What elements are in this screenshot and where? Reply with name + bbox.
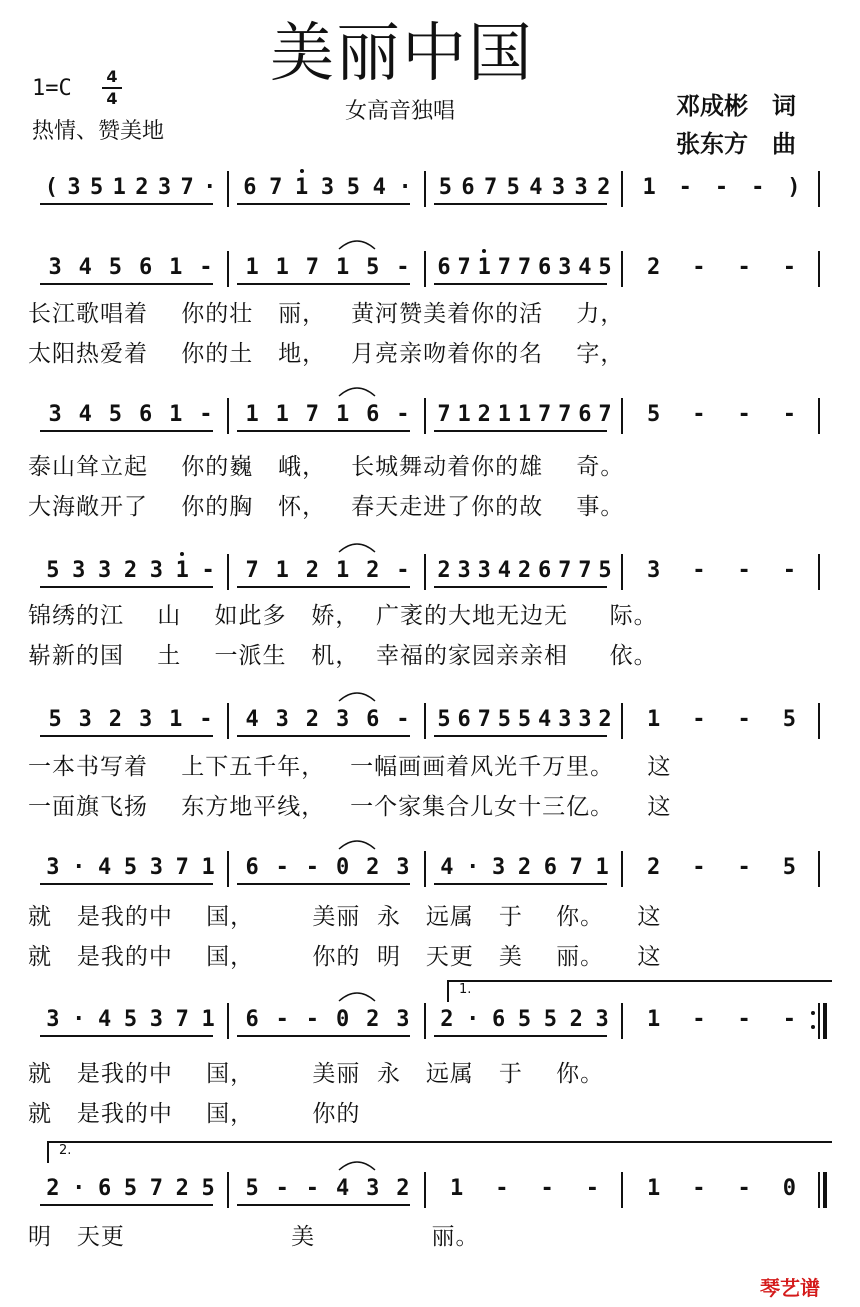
note: 1 [169,707,183,732]
note: 6 [366,402,380,427]
lyric-line: 太阳热爱着 你的土 地， 月亮亲吻着你的名 字， [28,341,625,367]
time-signature-bottom: 4 [106,89,118,108]
note: 2 [396,1176,410,1201]
note: - [201,558,215,583]
note: 7 [457,255,471,280]
repeat-dot [811,1011,815,1015]
high-octave-dot [482,249,486,253]
note: - [692,855,706,880]
note: - [737,402,751,427]
lyric-line: 泰山耸立起 你的巍 峨， 长城舞动着你的雄 奇。 [28,454,625,480]
song-title: 美丽中国 [270,17,534,91]
note: 7 [245,558,259,583]
note: 5 [123,1176,138,1201]
note: - [396,707,410,732]
lyric-line: 就 是我的中 国， 美丽 永 远属 于 你。 [28,1061,605,1087]
note: 7 [497,255,511,280]
note: 2 [597,175,611,200]
beam-underline [434,735,607,737]
note: 6 [492,1007,506,1032]
bar-line [424,1003,426,1039]
beam-underline [40,883,213,885]
note: 3 [578,707,592,732]
note: 1 [295,175,309,200]
note: 1 [275,402,289,427]
note: 2 [440,1007,454,1032]
note: 6 [543,855,557,880]
note: 3 [492,855,506,880]
beam-underline [40,203,213,205]
note: 5 [598,558,612,583]
note: · [466,1007,480,1032]
note: 3 [149,1007,163,1032]
note: 2 [366,558,380,583]
note: 4 [372,175,386,200]
bar-line [227,1003,229,1039]
bar-line [818,703,820,739]
bar-line [424,554,426,590]
note: - [782,1007,796,1032]
bar-line [424,1172,426,1208]
note: 1 [245,255,259,280]
note: 0 [335,855,350,880]
bar-line [621,251,623,287]
note: · [72,1176,86,1201]
note: 5 [123,1007,138,1032]
note: 3 [67,175,81,200]
bar-line [227,554,229,590]
note: 3 [366,1176,380,1201]
note: 5 [48,707,62,732]
note: - [737,255,751,280]
lyric-line: 大海敞开了 你的胸 怀， 春天走进了你的故 事。 [28,494,625,520]
beam-underline [434,586,607,588]
note: 2 [135,175,149,200]
note: 2 [175,1176,189,1201]
lyric-line: 一面旗飞扬 东方地平线， 一个家集合儿女十三亿。 这 [28,794,672,820]
note: 5 [598,255,612,280]
note: 3 [48,255,62,280]
note: 2 [366,1007,380,1032]
note: · [203,175,217,200]
lyric-line: 就 是我的中 国， 美丽 永 远属 于 你。 这 [28,904,662,930]
note: 2 [647,855,661,880]
note: - [782,255,796,280]
note: 7 [269,175,283,200]
note: 6 [243,175,257,200]
note: 1 [201,1007,215,1032]
bar-line [818,398,820,434]
bar-line [621,1003,623,1039]
bar-line [424,251,426,287]
lyric-line: 崭新的国 土 一派生 机， 幸福的家园亲亲相 依。 [28,643,658,669]
bar-line [818,251,820,287]
beam-underline [237,735,410,737]
composer-credit: 张东方 曲 [676,130,796,158]
note: 7 [305,255,320,280]
note: 4 [98,1007,112,1032]
beam-underline [40,430,213,432]
note: - [305,1007,320,1032]
note: 5 [517,707,532,732]
note: 2 [123,558,138,583]
bar-line [621,1172,623,1208]
note: - [737,1176,751,1201]
note: 2 [437,558,451,583]
note: 3 [396,855,410,880]
bar-line [621,851,623,887]
beam-underline [237,883,410,885]
slur-arc [337,237,377,251]
note: 4 [245,707,259,732]
beam-underline [434,203,607,205]
volta-bracket-1 [447,980,832,1002]
note: 1 [647,707,661,732]
note: 3 [396,1007,410,1032]
note: 3 [149,558,163,583]
note: 7 [569,855,583,880]
slur-arc [337,384,377,398]
beam-underline [434,283,607,285]
note: 6 [366,707,380,732]
note: 0 [335,1007,350,1032]
note: 3 [98,558,112,583]
beam-underline [237,1204,410,1206]
note: 5 [437,707,451,732]
note: 7 [578,558,592,583]
note: 7 [598,402,612,427]
beam-underline [237,1035,410,1037]
bar-line [227,703,229,739]
bar-line [818,554,820,590]
note: 3 [138,707,153,732]
bar-line [818,1172,820,1208]
note: 5 [782,855,796,880]
note: 4 [440,855,454,880]
note: 3 [551,175,566,200]
beam-underline [40,1204,213,1206]
note: 5 [201,1176,215,1201]
high-octave-dot [180,552,184,556]
note: 2 [517,855,532,880]
note: 7 [477,707,491,732]
watermark-logo: 琴艺谱 [760,1276,820,1300]
beam-underline [40,586,213,588]
note: 7 [149,1176,163,1201]
bar-line [424,703,426,739]
slur-arc [337,837,377,851]
slur-arc [337,540,377,554]
note: 1 [647,1176,661,1201]
note: - [737,855,751,880]
bar-line [621,398,623,434]
note: - [199,402,213,427]
note: 7 [180,175,194,200]
note: 1 [169,255,183,280]
bar-line [227,851,229,887]
note: 2 [477,402,491,427]
beam-underline [434,1035,607,1037]
note: ) [787,175,801,200]
note: 3 [78,707,92,732]
note: 1 [169,402,183,427]
note: - [782,558,796,583]
note: 1 [335,402,350,427]
note: 6 [138,402,153,427]
note: · [72,855,86,880]
note: 6 [138,255,153,280]
note: 3 [595,1007,609,1032]
mood-marking: 热情、赞美地 [32,119,165,144]
note: - [305,1176,320,1201]
note: 2 [366,855,380,880]
note: 3 [477,558,491,583]
note: - [396,255,410,280]
lyric-line: 明 天更 美 丽。 [28,1224,480,1250]
lyric-line: 就 是我的中 国， 你的 [28,1101,361,1127]
bar-line [227,171,229,207]
note: 1 [647,1007,661,1032]
note: 6 [537,255,552,280]
note: 7 [517,255,532,280]
note: 5 [89,175,104,200]
note: · [398,175,412,200]
lyric-line: 就 是我的中 国， 你的 明 天更 美 丽。 这 [28,944,662,970]
note: 1 [275,255,289,280]
note: 3 [558,255,572,280]
bar-line [227,251,229,287]
note: 7 [558,558,572,583]
note: 3 [647,558,661,583]
note: 3 [457,558,471,583]
note: - [305,855,320,880]
note: 1 [112,175,126,200]
note: 1 [595,855,609,880]
volta-2-label: 2. [59,1143,72,1158]
note: 4 [497,558,511,583]
note: 1 [245,402,259,427]
repeat-dot [811,1025,815,1029]
note: 4 [78,255,92,280]
note: 3 [157,175,172,200]
note: - [737,1007,751,1032]
note: 5 [366,255,380,280]
note: 3 [72,558,86,583]
note: 3 [46,1007,60,1032]
note: 1 [642,175,656,200]
note: 5 [123,855,138,880]
performance-marking: 女高音独唱 [345,99,456,124]
note: 3 [48,402,62,427]
bar-line-final [823,1003,827,1039]
note: 7 [558,402,572,427]
lyric-line: 一本书写着 上下五千年， 一幅画画着风光千万里。 这 [28,754,672,780]
note: 1 [457,402,471,427]
note: 1 [275,558,289,583]
beam-underline [434,883,607,885]
note: 2 [517,558,532,583]
lyricist-credit: 邓成彬 词 [676,92,796,120]
bar-line-final [823,1172,827,1208]
note: 5 [245,1176,259,1201]
note: 4 [537,707,552,732]
note: - [199,255,213,280]
bar-line [621,554,623,590]
bar-line [621,703,623,739]
note: 6 [537,558,552,583]
note: 7 [175,1007,189,1032]
score-row-1 [0,165,860,225]
note: 3 [335,707,350,732]
note: - [540,1176,554,1201]
note: - [396,558,410,583]
note: - [396,402,410,427]
note: 3 [320,175,335,200]
bar-line [818,851,820,887]
note: 3 [46,855,60,880]
note: 1 [175,558,189,583]
bar-line [424,171,426,207]
beam-underline [434,430,607,432]
note: · [466,855,480,880]
beam-underline [237,430,410,432]
note: 5 [647,402,661,427]
note: 5 [108,255,123,280]
note: 4 [578,255,592,280]
note: 2 [569,1007,583,1032]
note: 5 [108,402,123,427]
note: 2 [305,558,320,583]
slur-arc [337,989,377,1003]
note: - [692,558,706,583]
note: 3 [574,175,588,200]
note: 4 [98,855,112,880]
note: - [585,1176,599,1201]
note: - [678,175,692,200]
volta-1-label: 1. [459,982,472,997]
note: 2 [108,707,123,732]
note: - [692,707,706,732]
bar-line [227,398,229,434]
beam-underline [40,283,213,285]
note: 1 [477,255,491,280]
time-signature [102,68,122,108]
beam-underline [237,203,410,205]
note: - [275,855,289,880]
note: · [72,1007,86,1032]
note: 5 [782,707,796,732]
note: 6 [457,707,471,732]
note: 6 [245,855,259,880]
note: 4 [529,175,543,200]
bar-line [227,1172,229,1208]
bar-line [424,398,426,434]
note: 6 [437,255,451,280]
note: - [737,707,751,732]
note: 5 [506,175,520,200]
beam-underline [237,586,410,588]
note: - [692,1176,706,1201]
note: 2 [46,1176,60,1201]
note: ( [44,175,58,200]
bar-line [424,851,426,887]
lyric-line: 锦绣的江 山 如此多 娇， 广袤的大地无边无 际。 [28,603,658,629]
score-row-3 [0,392,860,452]
note: 6 [578,402,592,427]
note: 6 [98,1176,112,1201]
note: - [782,402,796,427]
note: - [199,707,213,732]
note: 1 [450,1176,464,1201]
note: - [714,175,729,200]
bar-line [818,171,820,207]
note: 6 [461,175,475,200]
note: - [495,1176,509,1201]
note: 7 [537,402,552,427]
beam-underline [40,735,213,737]
key-signature: 1=C [32,76,72,101]
note: 5 [543,1007,557,1032]
note: 1 [201,855,215,880]
note: 1 [517,402,532,427]
note: - [692,1007,706,1032]
note: 2 [305,707,320,732]
note: 4 [78,402,92,427]
note: 5 [46,558,60,583]
note: 7 [437,402,451,427]
note: 3 [149,855,163,880]
high-octave-dot [300,169,304,173]
note: 3 [558,707,572,732]
note: - [692,402,706,427]
note: 2 [647,255,661,280]
note: 7 [305,402,320,427]
note: 5 [346,175,360,200]
note: - [751,175,765,200]
note: - [692,255,706,280]
score-row-6 [0,845,860,905]
note: - [275,1176,289,1201]
slur-arc [337,689,377,703]
note: 1 [497,402,511,427]
note: 0 [782,1176,796,1201]
note: 5 [497,707,511,732]
note: - [275,1007,289,1032]
bar-line [621,171,623,207]
bar-line [818,1003,820,1039]
beam-underline [40,1035,213,1037]
note: 5 [438,175,452,200]
beam-underline [237,283,410,285]
score-row-8 [0,1166,860,1226]
volta-bracket-2 [47,1141,832,1163]
note: - [737,558,751,583]
note: 1 [335,255,350,280]
note: 6 [245,1007,259,1032]
note: 7 [483,175,498,200]
score-row-7 [0,997,860,1057]
note: 7 [175,855,189,880]
note: 4 [335,1176,350,1201]
note: 1 [335,558,350,583]
lyric-line: 长江歌唱着 你的壮 丽， 黄河赞美着你的活 力， [28,301,625,327]
note: 3 [275,707,289,732]
note: 5 [517,1007,532,1032]
time-signature-top: 4 [106,67,118,86]
note: 2 [598,707,612,732]
